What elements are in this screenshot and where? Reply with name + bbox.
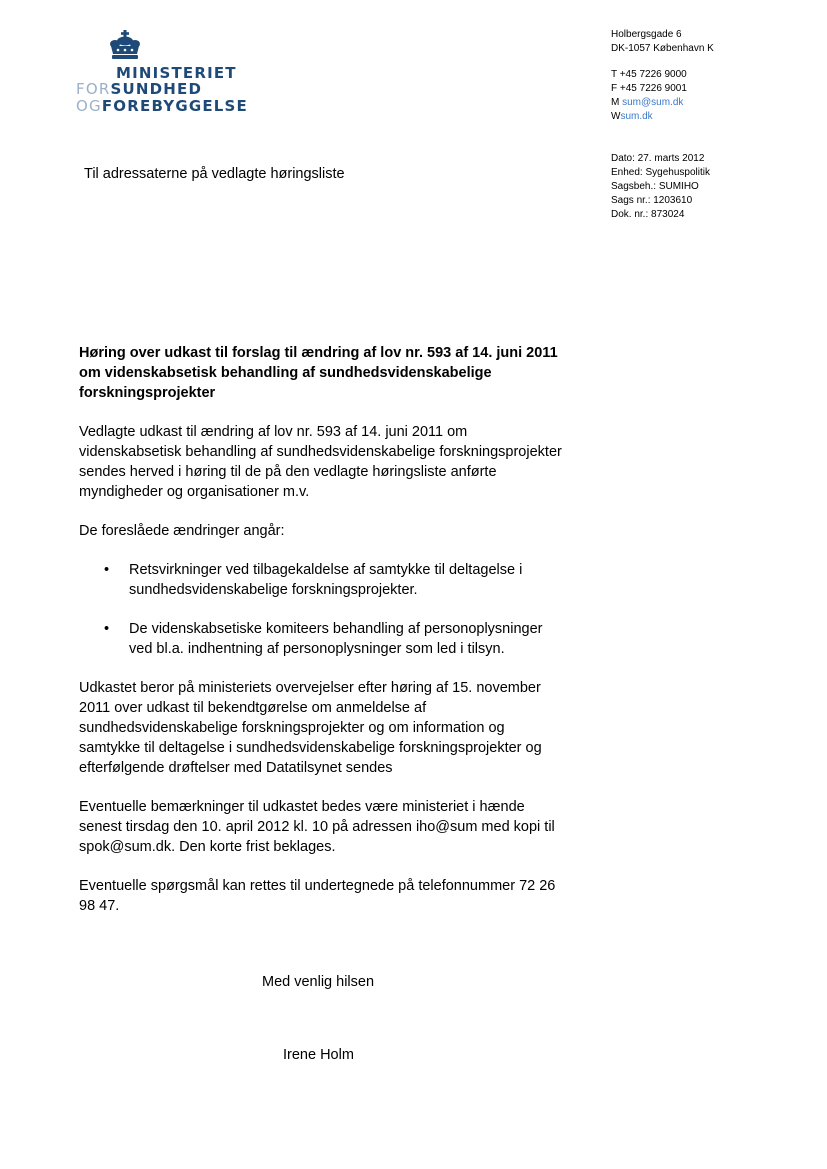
mail-label: M: [611, 97, 620, 108]
list-item: [79, 560, 565, 600]
paragraph-questions: Eventuelle spørgsmål kan rettes til undertegnede på telefonnummer 72 26 98 47.: [79, 878, 556, 914]
paragraph-deadline: Eventuelle bemærkninger til udkastet bedes være ministeriet i hænde senest tirsdag den 10. april 2012 kl. 10 på adressen iho@sum med kopi til spok@sum.dk. Den korte frist beklages.: [79, 799, 555, 855]
signature-name: Irene Holm: [283, 1047, 354, 1063]
fax-line: [611, 82, 714, 96]
bullet-icon: •: [104, 562, 110, 578]
web-link[interactable]: sum.dk: [620, 111, 653, 122]
crown-icon: [108, 30, 142, 60]
phone-line: [611, 68, 714, 82]
mail-link[interactable]: sum@sum.dk: [622, 97, 684, 108]
bullet-icon: •: [104, 621, 110, 637]
mail-line: [611, 96, 714, 110]
letter-body: [79, 343, 565, 935]
letter-heading: Høring over udkast til forslag til ændring af lov nr. 593 af 14. juni 2011 om videnskabsetisk behandling af sundhedsvidenskabelige forskningsprojekter: [79, 345, 558, 401]
paragraph-intro: Vedlagte udkast til ændring af lov nr. 593 af 14. juni 2011 om videnskabsetisk behandling af sundhedsvidenskabelige forskningsprojekter sendes herved i høring til de på den vedlagte høringsliste anførte myndigheder og organisationer m.v.: [79, 424, 562, 500]
changes-list: [79, 560, 565, 659]
logo-line-og-forebyggelse: OGFOREBYGGELSE: [76, 97, 248, 115]
phone-label: T: [611, 69, 617, 80]
meta-case-number: Sags nr.: 1203610: [611, 195, 693, 206]
fax-number: +45 7226 9001: [619, 83, 687, 94]
contact-block: [611, 28, 714, 124]
meta-unit: Enhed: Sygehuspolitik: [611, 167, 710, 178]
list-item-text: De videnskabsetiske komiteers behandling af personoplysninger ved bl.a. indhentning af personoplysninger som led i tilsyn.: [129, 621, 543, 657]
meta-date: Dato: 27. marts 2012: [611, 153, 705, 164]
web-line: [611, 110, 714, 124]
case-metadata: [611, 152, 710, 222]
meta-document-number: Dok. nr.: 873024: [611, 209, 685, 220]
address-street: Holbergsgade 6: [611, 29, 682, 40]
list-item-text: Retsvirkninger ved tilbagekaldelse af samtykke til deltagelse i sundhedsvidenskabelige forskningsprojekter.: [129, 562, 523, 598]
paragraph-changes-intro: De foreslåede ændringer angår:: [79, 523, 285, 539]
fax-label: F: [611, 83, 618, 94]
logo-line-ministeriet: MINISTERIET: [116, 64, 237, 82]
closing-greeting: Med venlig hilsen: [262, 974, 375, 990]
paragraph-background: Udkastet beror på ministeriets overvejelser efter høring af 15. november 2011 over udkast til bekendtgørelse om anmeldelse af sundhedsvidenskabelige forskningsprojekter og om information og samtykke til deltagelse i sundhedsvidenskabelige forskningsprojekter og efterfølgende drøftelser med Datatilsynet sendes: [79, 680, 542, 776]
meta-handler: Sagsbeh.: SUMIHO: [611, 181, 699, 192]
phone-number: +45 7226 9000: [619, 69, 687, 80]
address-city: DK-1057 København K: [611, 43, 714, 54]
list-item: [79, 619, 565, 659]
logo-line-for-sundhed: FORSUNDHED: [76, 80, 203, 98]
ministry-logo: [76, 30, 256, 120]
web-label: W: [611, 111, 621, 122]
recipient-line: Til adressaterne på vedlagte høringsliste: [84, 166, 345, 182]
